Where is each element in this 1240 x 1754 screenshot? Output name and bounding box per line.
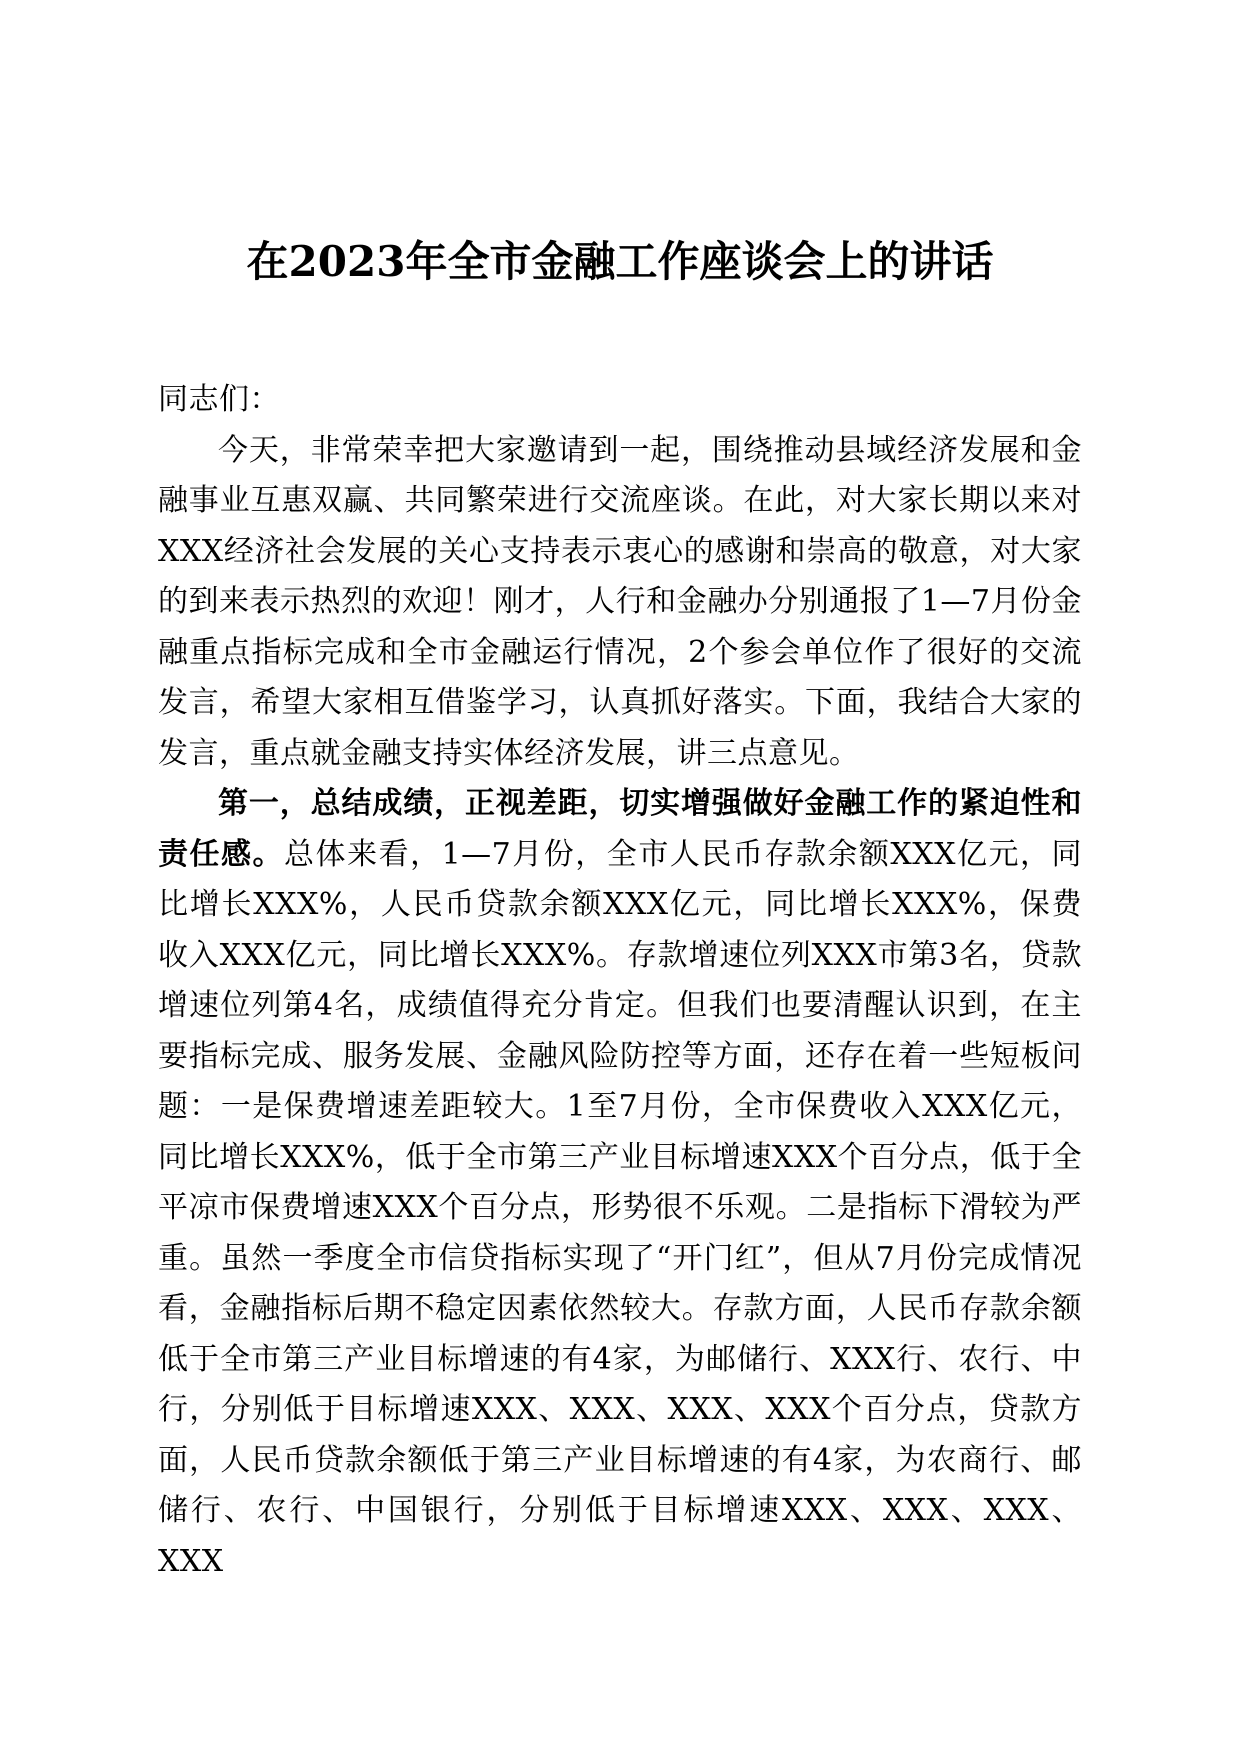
document-body — [158, 375, 1082, 1587]
paragraph-opening: 今天，非常荣幸把大家邀请到一起，围绕推动县域经济发展和金融事业互惠双赢、共同繁荣进行交流座谈。在此，对大家长期以来对XXX经济社会发展的关心支持表示衷心的感谢和崇高的敬意，对大家的到来表示热烈的欢迎！刚才，人行和金融办分别通报了1—7月份金融重点指标完成和全市金融运行情况，2个参会单位作了很好的交流发言，希望大家相互借鉴学习，认真抓好落实。下面，我结合大家的发言，重点就金融支持实体经济发展，讲三点意见。 — [158, 432, 1082, 771]
document-title: 在2023年全市金融工作座谈会上的讲话 — [246, 237, 994, 286]
first-point-heading: 第一，总结成绩，正视差距，切实增强做好金融工作的紧迫性和责任感。 — [158, 786, 1082, 872]
paragraph-first-point — [158, 779, 1082, 1587]
first-point-text: 总体来看，1—7月份，全市人民币存款余额XXX亿元，同比增长XXX%，人民币贷款余额XXX亿元，同比增长XXX%，保费收入XXX亿元，同比增长XXX%。存款增速位列XXX市第3名，贷款增速位列第4名，成绩值得充分肯定。但我们也要清醒认识到，在主要指标完成、服务发展、金融风险防控等方面，还存在着一些短板问题：一是保费增速差距较大。1至7月份，全市保费收入XXX亿元，同比增长XXX%，低于全市第三产业目标增速XXX个百分点，低于全平凉市保费增速XXX个百分点，形势很不乐观。二是指标下滑较为严重。虽然一季度全市信贷指标实现了“开门红”，但从7月份完成情况看，金融指标后期不稳定因素依然较大。存款方面，人民币存款余额低于全市第三产业目标增速的有4家，为邮储行、XXX行、农行、中行，分别低于目标增速XXX、XXX、XXX、XXX个百分点，贷款方面，人民币贷款余额低于第三产业目标增速的有4家，为农商行、邮储行、农行、中国银行，分别低于目标增速XXX、XXX、XXX、XXX — [158, 836, 1083, 1579]
salutation: 同志们： — [158, 382, 280, 417]
